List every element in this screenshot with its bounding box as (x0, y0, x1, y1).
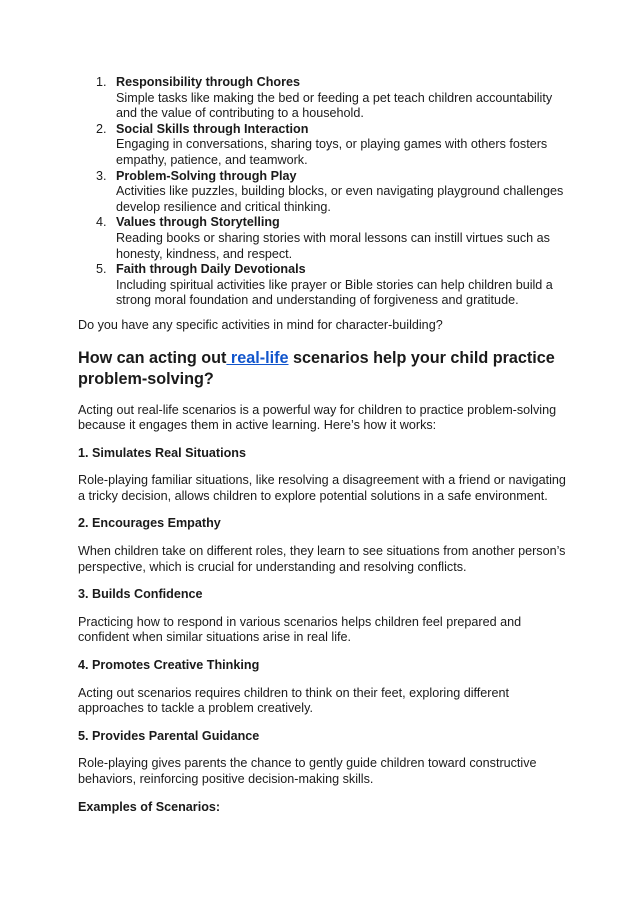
subheading: 4. Promotes Creative Thinking (78, 658, 260, 673)
section-body: Role-playing gives parents the chance to gently guide children toward constructive behaviors, reinforcing positive decision-making skills. (78, 756, 537, 786)
list-item (78, 169, 568, 216)
closing-question: Do you have any specific activities in mind for character-building? (78, 317, 443, 332)
subheading: 3. Builds Confidence (78, 587, 203, 602)
list-item-description: Engaging in conversations, sharing toys, or playing games with others fosters empathy, patience, and teamwork. (116, 137, 548, 167)
list-item-title: Problem-Solving through Play (116, 168, 297, 183)
examples-heading: Examples of Scenarios: (78, 799, 221, 814)
heading-text-before: How can acting out (78, 348, 227, 367)
subheading: 1. Simulates Real Situations (78, 445, 246, 460)
list-item-title: Values through Storytelling (116, 215, 280, 230)
list-item-description: Activities like puzzles, building blocks, or even navigating playground challenges develop resilience and critical thinking. (116, 184, 564, 214)
section-body: When children take on different roles, they learn to see situations from another person’s perspective, which is crucial for understanding and resolving conflicts. (78, 544, 566, 574)
subheading: 2. Encourages Empathy (78, 516, 221, 531)
section-body: Practicing how to respond in various scenarios helps children feel prepared and confident when similar situations arise in real life. (78, 614, 522, 645)
heading-text-after: scenarios help your child practice problem-solving? (78, 348, 555, 388)
list-item (78, 215, 568, 262)
list-item-description: Including spiritual activities like prayer or Bible stories can help children build a strong moral foundation and understanding of forgiveness and gratitude. (116, 277, 553, 308)
list-item-title: Responsibility through Chores (116, 75, 301, 89)
list-item (78, 75, 568, 122)
list-item-description: Reading books or sharing stories with moral lessons can instill virtues such as honesty, kindness, and respect. (116, 230, 550, 261)
document-content (78, 75, 568, 815)
list-item (78, 262, 568, 309)
list-item-title: Faith through Daily Devotionals (116, 262, 306, 277)
intro-paragraph: Acting out real-life scenarios is a powerful way for children to practice problem-solving because it engages them in active learning. Here’s how it works: (78, 402, 557, 433)
character-building-list (78, 75, 568, 309)
list-number: 2. (96, 121, 107, 136)
subheading: 5. Provides Parental Guidance (78, 728, 260, 743)
section-body: Acting out scenarios requires children to think on their feet, exploring different approaches to tackle a problem creatively. (78, 685, 509, 716)
real-life-link[interactable]: real-life (226, 348, 289, 367)
list-item-description: Simple tasks like making the bed or feeding a pet teach children accountability and the value of contributing to a household. (116, 90, 553, 121)
list-number: 5. (96, 262, 107, 277)
list-item-title: Social Skills through Interaction (116, 121, 309, 136)
list-number: 4. (96, 215, 107, 230)
list-number: 1. (96, 75, 107, 89)
section-body: Role-playing familiar situations, like resolving a disagreement with a friend or navigating a tricky decision, allows children to explore potential solutions in a safe environment. (78, 473, 566, 503)
list-number: 3. (96, 168, 107, 183)
section-heading (78, 348, 568, 391)
list-item (78, 122, 568, 169)
